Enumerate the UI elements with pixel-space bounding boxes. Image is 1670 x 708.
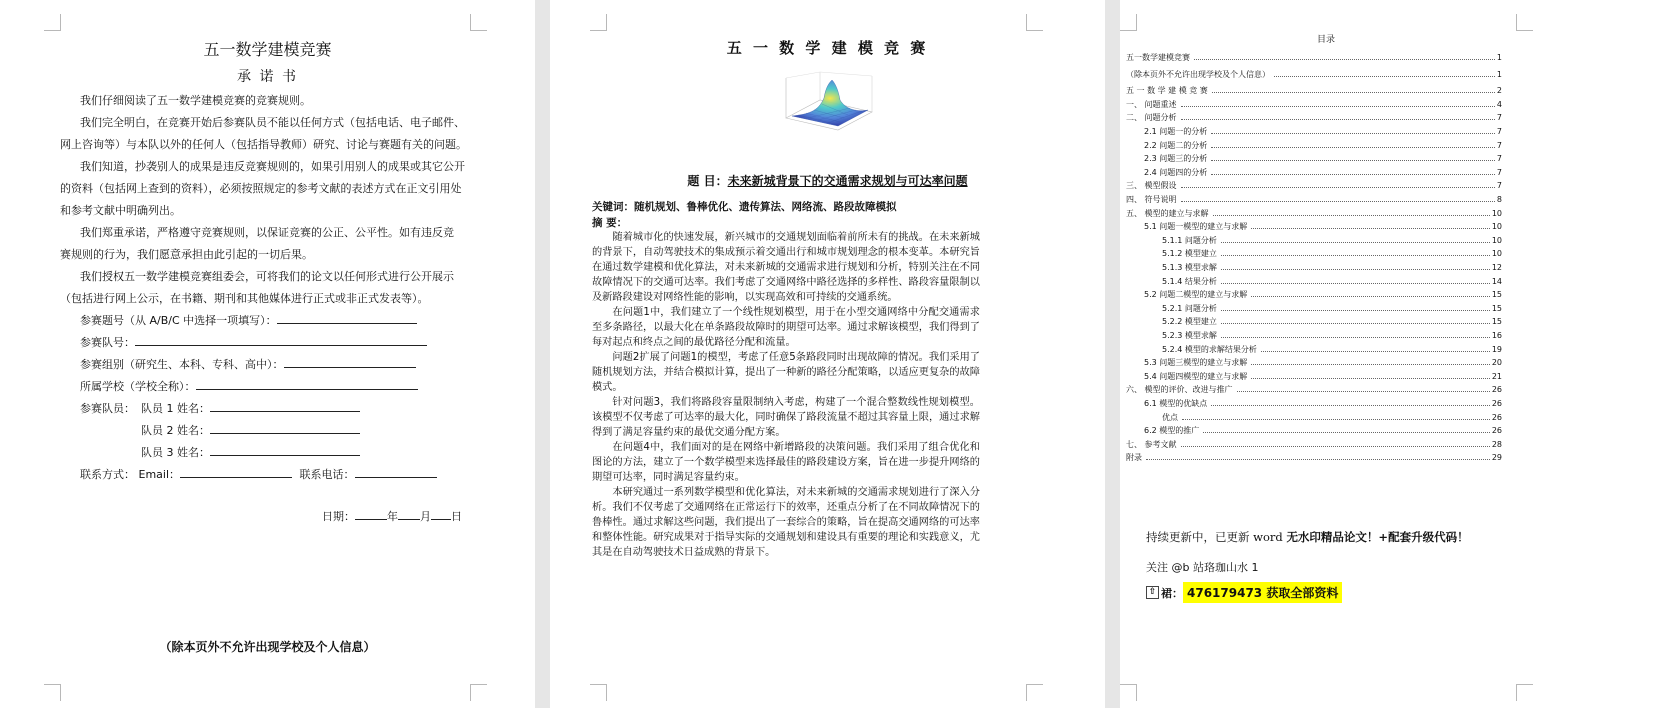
- toc-entry[interactable]: [1162, 344, 1502, 356]
- toc-entry-title: 附录: [1126, 453, 1142, 463]
- follow-note: 关注 @b 站珞珈山水 1: [1146, 561, 1259, 574]
- toc-entry[interactable]: [1144, 371, 1502, 383]
- toc-page-number: 10: [1491, 222, 1502, 232]
- page-corner-mark: [1516, 684, 1533, 701]
- document-page-3: [1120, 0, 1670, 708]
- blank-line: [210, 399, 360, 412]
- toc-page-number: 28: [1491, 439, 1502, 449]
- toc-entry[interactable]: [1144, 126, 1502, 138]
- surface-plot-logo: [778, 68, 878, 148]
- field-label: 参赛组别（研究生、本科、专科、高中）：: [80, 358, 284, 371]
- toc-title: 目录: [1316, 35, 1335, 45]
- toc-leader-dots: [1221, 283, 1490, 284]
- toc-entry[interactable]: [1144, 221, 1502, 233]
- rule-paragraph-line: 我们完全明白，在竞赛开始后参赛队员不能以任何方式（包括电话、电子邮件、: [80, 116, 465, 129]
- toc-page-number: 14: [1491, 276, 1502, 286]
- field-label: 联系电话：: [299, 468, 355, 481]
- toc-entry-title: 2.3 问题三的分析: [1144, 154, 1208, 164]
- toc-entry-title: 二、 问题分析: [1126, 113, 1177, 123]
- toc-entry-title: 5.2 问题二模型的建立与求解: [1144, 290, 1248, 300]
- toc-leader-dots: [1221, 255, 1490, 256]
- rule-paragraph-line: 的资料（包括网上查到的资料），必须按照规定的参考文献的表述方式在正文引用处: [60, 182, 462, 195]
- toc-leader-dots: [1221, 310, 1490, 311]
- blank-line: [284, 355, 416, 368]
- abstract-paragraph: 随着城市化的快速发展，新兴城市的交通规划面临着前所未有的挑战。在未来新城的背景下，自动驾驶技术的集成预示着交通出行和城市规划理念的根本变革。本研究旨在通过数学建模和优化算法，对未来新城的交通需求进行规划和分析，特别关注在不同故障情况下的交通可达率。我们考虑了交通网络中路径选择的多样性、路段容量限制以及新路段建设对网络性能的影响，以实现高效和可持续的交通系统。: [592, 232, 980, 303]
- toc-leader-dots: [1221, 242, 1490, 243]
- toc-leader-dots: [1181, 446, 1490, 447]
- keywords-line: [592, 199, 897, 214]
- toc-leader-dots: [1212, 92, 1495, 93]
- toc-page-number: 20: [1491, 358, 1502, 368]
- toc-entry[interactable]: [1144, 357, 1502, 369]
- toc-entry-title: 2.1 问题一的分析: [1144, 127, 1208, 136]
- toc-entry-title: 5.2.1 问题分析: [1162, 303, 1217, 313]
- toc-page-number: 7: [1496, 113, 1502, 123]
- toc-entry-title: 六、 模型的评价、改进与推广: [1126, 385, 1233, 395]
- field-label: 队员 1 姓名：: [141, 402, 210, 415]
- date-day-label: 日: [451, 510, 462, 523]
- toc-entry-title: 三、 模型假设: [1126, 181, 1177, 191]
- toc-entry[interactable]: [1126, 69, 1502, 81]
- page-corner-mark: [590, 684, 607, 701]
- toc-entry-title: 6.2 模型的推广: [1144, 426, 1200, 436]
- toc-entry[interactable]: [1162, 330, 1502, 342]
- page-corner-mark: [470, 684, 487, 701]
- group-line: [1146, 582, 1342, 603]
- toc-leader-dots: [1251, 378, 1490, 379]
- toc-leader-dots: [1211, 405, 1490, 406]
- field-label: 参赛队号：: [80, 336, 135, 349]
- toc-page-number: 7: [1496, 154, 1502, 164]
- page-corner-mark: [44, 684, 61, 701]
- toc-page-number: 15: [1491, 290, 1502, 300]
- toc-entry[interactable]: [1126, 52, 1502, 64]
- abstract-paragraph: 本研究通过一系列数学模型和优化算法，对未来新城的交通需求规划进行了深入分析。我们不仅考虑了交通网络在正常运行下的效率，还重点分析了在不同故障情况下的鲁棒性。通过求解这些问题，我们提出了一套综合的策略，旨在提高交通网络的可达率和整体性能。研究成果对于指导实际的交通规划和建设具有重要的理论和实践意义，尤其是在自动驾驶技术日益成熟的背景下。: [592, 487, 980, 558]
- group-field: [80, 354, 416, 376]
- toc-entry[interactable]: [1162, 248, 1502, 260]
- toc-entry-title: 四、 符号说明: [1126, 195, 1177, 204]
- problem-label: 题 目：: [687, 174, 728, 188]
- toc-entry[interactable]: [1162, 235, 1502, 247]
- toc-page-number: 26: [1491, 412, 1502, 422]
- link-arrow-icon: ⇧: [1146, 586, 1159, 599]
- page-corner-mark: [590, 14, 607, 31]
- toc-page-number: 4: [1496, 99, 1502, 109]
- date-year-label: 年: [387, 510, 398, 523]
- blank-line: [210, 421, 360, 434]
- page-corner-mark: [44, 14, 61, 31]
- toc-leader-dots: [1182, 419, 1490, 420]
- toc-page-number: 7: [1496, 140, 1502, 150]
- blank-line: [355, 465, 437, 478]
- document-page-2: [550, 0, 1105, 708]
- toc-page-number: 19: [1491, 344, 1502, 354]
- toc-entry-title: 五 一 数 学 建 模 竞 赛: [1126, 86, 1208, 96]
- toc-entry[interactable]: [1126, 194, 1502, 206]
- toc-leader-dots: [1221, 337, 1490, 338]
- toc-page-number: 7: [1496, 181, 1502, 191]
- abstract-paragraph: 在问题4中，我们面对的是在网络中新增路段的决策问题。我们采用了组合优化和图论的方法，建立了一个数学模型来选择最佳的路段建设方案，旨在进一步提升网络的期望可达率，同时满足容量约束。: [592, 442, 980, 483]
- toc-leader-dots: [1203, 432, 1490, 433]
- toc-leader-dots: [1211, 160, 1495, 161]
- abstract-paragraph: 在问题1中，我们建立了一个线性规划模型，用于在小型交通网络中分配交通需求至多条路径，以最大化在单条路段故障时的期望可达率。通过求解该模型，我们得到了每对起点和终点之间的最优路径分配和流量。: [592, 307, 980, 348]
- toc-page-number: 29: [1491, 453, 1502, 463]
- field-label: 所属学校（学校全称）：: [80, 380, 196, 393]
- privacy-note: （除本页外不允许出现学校及个人信息）: [159, 640, 376, 654]
- field-label: 联系方式：: [80, 468, 135, 481]
- contact-field: [80, 464, 437, 486]
- keywords-text: 随机规划、鲁棒优化、遗传算法、网络流、路段故障模拟: [634, 201, 897, 213]
- toc-entry-title: 5.1.4 结果分析: [1162, 276, 1217, 286]
- toc-entry-title: 优点: [1162, 412, 1178, 422]
- toc-entry-title: 5.2.4 模型的求解结果分析: [1162, 344, 1257, 354]
- toc-entry-title: 2.2 问题二的分析: [1144, 140, 1208, 150]
- toc-page-number: 2: [1496, 86, 1502, 96]
- toc-page-number: 15: [1491, 317, 1502, 327]
- member2-field: [141, 420, 360, 442]
- abstract-paragraph: 问题2扩展了问题1的模型，考虑了任意5条路段同时出现故障的情况。我们采用了随机规划方法，并结合模拟计算，提出了一种新的路径分配策略，以适应更复杂的故障模式。: [592, 352, 980, 393]
- toc-page-number: 16: [1491, 331, 1502, 340]
- toc-entry[interactable]: [1144, 289, 1502, 301]
- rule-paragraph-line: 网上咨询等）与本队以外的任何人（包括指导教师）研究、讨论与赛题有关的问题。: [60, 138, 467, 151]
- group-label: 裙：: [1161, 586, 1183, 600]
- page-corner-mark: [1026, 684, 1043, 701]
- toc-entry-title: （除本页外不允许出现学校及个人信息）: [1126, 69, 1270, 79]
- toc-page-number: 26: [1491, 426, 1502, 436]
- toc-page-number: 10: [1491, 235, 1502, 245]
- toc-page-number: 7: [1496, 127, 1502, 136]
- commitment-title: 五一数学建模竞赛: [203, 40, 332, 59]
- blank-line: [210, 443, 360, 456]
- rule-paragraph-line: 我们授权五一数学建模竞赛组委会，可将我们的论文以任何形式进行公开展示: [80, 270, 454, 283]
- toc-entry[interactable]: [1126, 85, 1502, 97]
- toc-entry[interactable]: [1162, 316, 1502, 328]
- toc-leader-dots: [1146, 459, 1490, 460]
- toc-leader-dots: [1274, 76, 1495, 77]
- toc-entry-title: 5.1.2 模型建立: [1162, 249, 1217, 259]
- toc-leader-dots: [1181, 201, 1495, 202]
- field-label: 日期：: [322, 510, 355, 523]
- field-label: 队员 2 姓名：: [141, 424, 210, 437]
- toc-entry-title: 5.4 问题四模型的建立与求解: [1144, 371, 1248, 381]
- toc-entry[interactable]: [1162, 303, 1502, 315]
- toc-page-number: 26: [1491, 399, 1502, 408]
- toc-entry[interactable]: [1144, 425, 1502, 437]
- toc-entry[interactable]: [1126, 452, 1502, 464]
- toc-entry-title: 五、 模型的建立与求解: [1126, 208, 1209, 218]
- toc-entry-title: 2.4 问题四的分析: [1144, 167, 1208, 177]
- blank-line: [431, 507, 451, 520]
- toc-entry[interactable]: [1144, 167, 1502, 179]
- member1-field: [141, 398, 360, 420]
- team-number-field: [80, 332, 427, 354]
- toc-page-number: 15: [1491, 303, 1502, 313]
- date-line: [322, 506, 462, 528]
- toc-page-number: 1: [1496, 69, 1502, 79]
- rule-paragraph-line: 我们仔细阅读了五一数学建模竞赛的竞赛规则。: [80, 94, 311, 107]
- toc-entry[interactable]: [1144, 153, 1502, 165]
- toc-entry-title: 5.2.3 模型求解: [1162, 331, 1217, 340]
- toc-entry-title: 5.1 问题一模型的建立与求解: [1144, 222, 1248, 232]
- page-corner-mark: [1120, 14, 1137, 31]
- toc-page-number: 26: [1491, 385, 1502, 395]
- school-field: [80, 376, 418, 398]
- toc-leader-dots: [1181, 119, 1495, 120]
- toc-page-number: 10: [1491, 208, 1502, 218]
- toc-entry[interactable]: [1144, 140, 1502, 152]
- rule-paragraph-line: 我们郑重承诺，严格遵守竞赛规则，以保证竞赛的公正、公平性。如有违反竞: [80, 226, 454, 239]
- toc-leader-dots: [1251, 296, 1490, 297]
- toc-entry[interactable]: [1126, 384, 1502, 396]
- toc-leader-dots: [1211, 174, 1495, 175]
- toc-entry[interactable]: [1126, 180, 1502, 192]
- update-notice: [1146, 529, 1469, 545]
- blank-line: [196, 377, 418, 390]
- abstract-paragraph: 针对问题3，我们将路段容量限制纳入考虑，构建了一个混合整数线性规划模型。该模型不仅考虑了可达率的最大化，同时确保了路段流量不超过其容量上限，通过求解得到了满足容量约束的最优交通分配方案。: [592, 397, 980, 438]
- abstract-label: 摘 要：: [592, 217, 628, 229]
- problem-title: 未来新城背景下的交通需求规划与可达率问题: [727, 174, 968, 188]
- toc-page-number: 12: [1491, 263, 1502, 272]
- toc-entry[interactable]: [1126, 99, 1502, 111]
- toc-leader-dots: [1251, 364, 1490, 365]
- rule-paragraph-line: （包括进行网上公示，在书籍、期刊和其他媒体进行正式或非正式发表等）。: [60, 292, 429, 305]
- abstract-body: [592, 230, 980, 560]
- page-corner-mark: [1026, 14, 1043, 31]
- blank-line: [277, 311, 417, 324]
- contest-header: 五 一 数 学 建 模 竞 赛: [726, 39, 929, 57]
- toc-entry[interactable]: [1144, 398, 1502, 410]
- toc-leader-dots: [1213, 215, 1490, 216]
- field-label: 队员 3 姓名：: [141, 446, 210, 459]
- toc-leader-dots: [1237, 391, 1490, 392]
- toc-entry-title: 5.3 问题三模型的建立与求解: [1144, 358, 1248, 368]
- toc-entry-title: 5.2.2 模型建立: [1162, 317, 1217, 327]
- problem-number-field: [80, 310, 417, 332]
- toc-entry[interactable]: [1162, 262, 1502, 274]
- member3-field: [141, 442, 360, 464]
- blank-line: [135, 333, 427, 346]
- toc-leader-dots: [1211, 133, 1495, 134]
- toc-entry[interactable]: [1126, 112, 1502, 124]
- commitment-subtitle: 承 诺 书: [237, 69, 298, 85]
- toc-entry-title: 七、 参考文献: [1126, 439, 1177, 449]
- update-notice-bold: 无水印精品论文！+配套升级代码！: [1286, 530, 1469, 544]
- toc-entry[interactable]: [1162, 412, 1502, 424]
- toc-leader-dots: [1181, 187, 1495, 188]
- toc-page-number: 10: [1491, 249, 1502, 259]
- members-label: 参赛队员：: [80, 402, 135, 415]
- toc-entry-title: 五一数学建模竞赛: [1126, 53, 1190, 62]
- rule-paragraph-line: 和参考文献中明确列出。: [60, 204, 181, 217]
- document-page-1: [0, 0, 535, 708]
- problem-title-line: [550, 172, 1105, 189]
- keywords-label: 关键词：: [592, 201, 634, 213]
- toc-page-number: 7: [1496, 167, 1502, 177]
- field-label: 参赛题号（从 A/B/C 中选择一项填写）：: [80, 314, 277, 327]
- page-corner-mark: [1120, 684, 1137, 701]
- toc-entry[interactable]: [1126, 208, 1502, 220]
- blank-line: [180, 465, 292, 478]
- toc-entry[interactable]: [1162, 276, 1502, 288]
- rule-paragraph-line: 赛规则的行为，我们愿意承担由此引起的一切后果。: [60, 248, 313, 261]
- toc-entry-title: 5.1.3 模型求解: [1162, 263, 1217, 272]
- date-month-label: 月: [420, 510, 431, 523]
- toc-leader-dots: [1261, 351, 1490, 352]
- toc-page-number: 1: [1496, 53, 1502, 62]
- toc-leader-dots: [1251, 228, 1490, 229]
- rule-paragraph-line: 我们知道，抄袭别人的成果是违反竞赛规则的，如果引用别人的成果或其它公开: [80, 160, 465, 173]
- blank-line: [355, 507, 387, 520]
- blank-line: [398, 507, 420, 520]
- group-info-highlight[interactable]: 476179473 获取全部资料: [1183, 582, 1342, 603]
- toc-entry-title: 6.1 模型的优缺点: [1144, 399, 1208, 408]
- toc-leader-dots: [1221, 269, 1490, 270]
- toc-leader-dots: [1221, 323, 1490, 324]
- update-notice-text: 持续更新中，已更新 word: [1146, 530, 1287, 544]
- field-label: Email：: [138, 468, 181, 481]
- toc-entry[interactable]: [1126, 439, 1502, 451]
- toc-entry-title: 5.1.1 问题分析: [1162, 235, 1217, 245]
- page-corner-mark: [1516, 14, 1533, 31]
- page-corner-mark: [470, 14, 487, 31]
- toc-page-number: 21: [1491, 371, 1502, 381]
- toc-leader-dots: [1194, 59, 1495, 60]
- toc-leader-dots: [1211, 147, 1495, 148]
- toc-leader-dots: [1181, 106, 1495, 107]
- toc-entry-title: 一、 问题重述: [1126, 99, 1177, 109]
- toc-page-number: 8: [1496, 195, 1502, 204]
